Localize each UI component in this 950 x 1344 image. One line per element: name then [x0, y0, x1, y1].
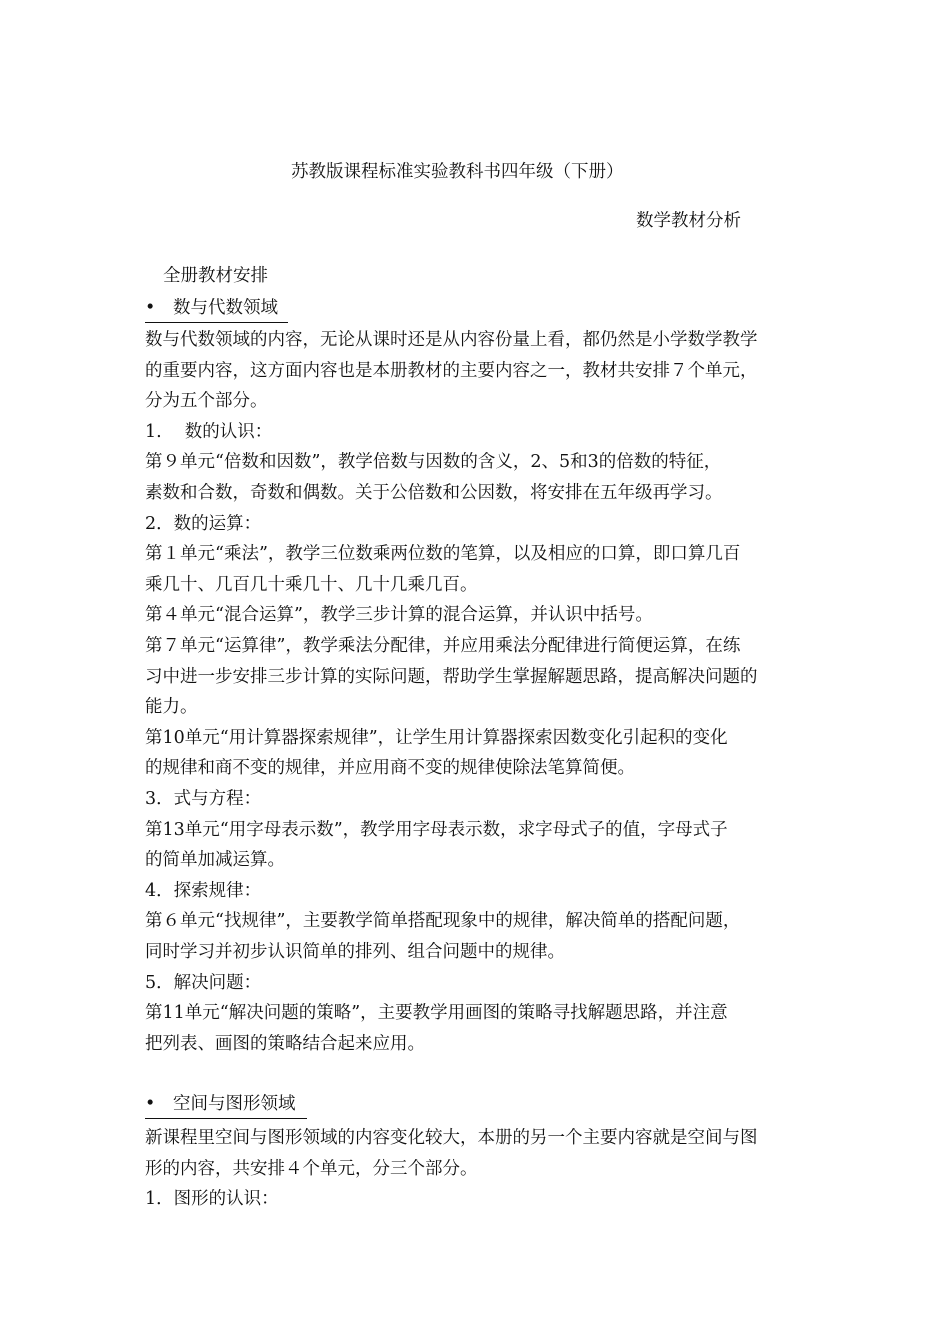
section-heading: 全册教材安排: [163, 266, 268, 286]
doc-subtitle: 数学教材分析: [636, 211, 741, 231]
bullet-heading-numbers: [145, 296, 278, 320]
text-line: 3．式与方程：: [145, 789, 262, 809]
text-line: 的简单加减运算。: [145, 850, 285, 871]
text-line: 形的内容，共安排４个单元，分三个部分。: [145, 1158, 478, 1179]
text-line: 第10单元“用计算器探索规律”，让学生用计算器探索因数变化引起积的变化: [145, 727, 728, 748]
text-line: 第１单元“乘法”，教学三位数乘两位数的笔算，以及相应的口算，即口算几百: [145, 544, 741, 565]
text-line: 1. 数的认识：: [145, 421, 273, 442]
text-line: 第７单元“运算律”，教学乘法分配律，并应用乘法分配律进行简便运算，在练: [145, 636, 741, 656]
bullet-heading-label: 数与代数领域: [173, 298, 278, 318]
text-line: 第13单元“用字母表示数”，教学用字母表示数，求字母式子的值，字母式子: [145, 819, 728, 840]
text-line: 4．探索规律：: [145, 880, 262, 901]
text-line: 的规律和商不变的规律，并应用商不变的规律使除法笔算简便。: [145, 758, 635, 779]
text-line: 第９单元“倍数和因数”，教学倍数与因数的含义，2、5和3的倍数的特征，: [145, 452, 722, 473]
text-line: 把列表、画图的策略结合起来应用。: [145, 1033, 425, 1054]
text-line: 素数和合数，奇数和偶数。关于公倍数和公因数，将安排在五年级再学习。: [145, 483, 723, 503]
text-line: 乘几十、几百几十乘几十、几十几乘几百。: [145, 574, 478, 595]
bullet-dot: •: [145, 1094, 156, 1114]
text-line: 第４单元“混合运算”，教学三步计算的混合运算，并认识中括号。: [145, 605, 653, 626]
doc-title: 苏教版课程标准实验教科书四年级（下册）: [291, 162, 624, 182]
text-line: 习中进一步安排三步计算的实际问题，帮助学生掌握解题思路，提高解决问题的: [145, 666, 758, 687]
text-line: 数与代数领域的内容，无论从课时还是从内容份量上看，都仍然是小学数学教学: [145, 330, 758, 350]
text-line: 能力。: [145, 697, 198, 718]
text-line: 1．图形的认识：: [145, 1189, 279, 1210]
text-line: 5．解决问题：: [145, 972, 262, 993]
text-line: 2．数的运算：: [145, 513, 262, 534]
text-line: 第６单元“找规律”，主要教学简单搭配现象中的规律，解决简单的搭配问题，: [145, 911, 741, 932]
bullet-heading-space: [145, 1092, 296, 1116]
text-line: 同时学习并初步认识简单的排列、组合问题中的规律。: [145, 942, 565, 962]
text-line: 分为五个部分。: [145, 391, 268, 412]
bullet-dot: •: [145, 298, 156, 318]
text-line: 第11单元“解决问题的策略”，主要教学用画图的策略寻找解题思路，并注意: [145, 1003, 728, 1024]
text-line: 的重要内容，这方面内容也是本册教材的主要内容之一，教材共安排７个单元，: [145, 360, 758, 381]
bullet-heading-label: 空间与图形领域: [173, 1094, 296, 1114]
text-line: 新课程里空间与图形领域的内容变化较大，本册的另一个主要内容就是空间与图: [145, 1128, 758, 1148]
